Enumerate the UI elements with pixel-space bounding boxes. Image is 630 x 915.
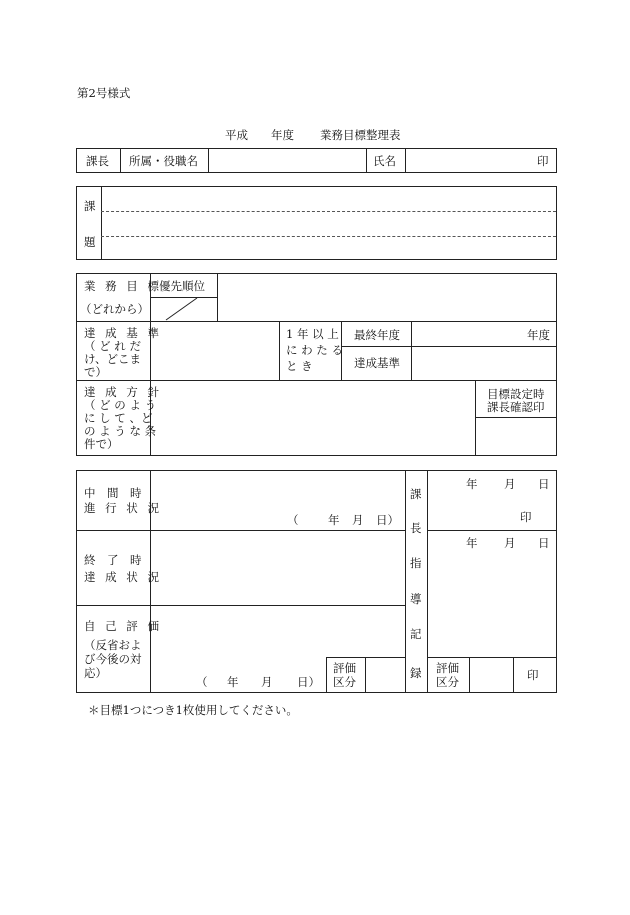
- midterm-month: 月: [352, 513, 364, 527]
- guidance-eval-field[interactable]: [470, 658, 512, 692]
- guidance-record-field-2[interactable]: [428, 531, 556, 656]
- name-label: 氏名: [373, 154, 396, 168]
- guidance-seal: 印: [520, 510, 532, 524]
- final-year-unit: 年度: [527, 328, 550, 342]
- policy-label-5: 件で）: [84, 437, 119, 451]
- self-eval-label-2: （反省およ: [84, 638, 142, 652]
- guidance-month-2: 月: [504, 536, 516, 550]
- affiliation-position-label: 所属・役職名: [129, 154, 198, 168]
- final-label-1: 終 了 時: [84, 553, 142, 567]
- guidance-year-1: 年: [466, 477, 478, 491]
- guidance-char-6: 録: [410, 666, 422, 680]
- guidance-final-seal: 印: [527, 668, 539, 682]
- guidance-month-1: 月: [504, 477, 516, 491]
- affiliation-position-field[interactable]: [209, 149, 365, 172]
- priority-diagonal: [150, 297, 217, 321]
- achievement-criteria-field[interactable]: [412, 347, 556, 379]
- seal-mark: 印: [537, 154, 549, 168]
- policy-label-2: （ ど の よ う: [84, 398, 157, 412]
- final-field[interactable]: [151, 531, 404, 604]
- title-year-suffix: 年度: [271, 128, 294, 142]
- confirm-label-2: 課長確認印: [487, 400, 545, 414]
- self-eval-date-open: （: [196, 675, 208, 689]
- title-era: 平成: [225, 128, 248, 142]
- self-eval-field[interactable]: [151, 606, 404, 656]
- goal-sub-label: （どれから）: [80, 302, 149, 316]
- guidance-char-4: 導: [410, 592, 422, 606]
- self-eval-label-1: 自 己 評 価: [84, 619, 162, 633]
- criteria-label-2: （ ど れ だ: [84, 339, 141, 353]
- multiyear-label-1: 1 年 以 上: [286, 327, 339, 341]
- guidance-day-1: 日: [538, 477, 550, 491]
- multiyear-label-3: と き: [286, 359, 313, 373]
- name-field[interactable]: [406, 149, 534, 172]
- manager-confirm-seal-field[interactable]: [476, 418, 556, 455]
- manager-label: 課長: [86, 154, 109, 168]
- final-year-label: 最終年度: [354, 328, 400, 342]
- guidance-day-2: 日: [538, 536, 550, 550]
- midterm-label-2: 進 行 状 況: [84, 501, 162, 515]
- self-eval-month: 月: [261, 675, 273, 689]
- footnote: ＊目標1つにつき1枚使用してください。: [88, 703, 298, 717]
- criteria-label-1: 達 成 基 準: [84, 326, 162, 340]
- self-eval-label-4: 応）: [84, 666, 107, 680]
- guidance-record-field-1[interactable]: [428, 471, 556, 529]
- goal-label: 業 務 目 標: [84, 279, 162, 293]
- self-eval-class-label-2: 区分: [333, 675, 356, 689]
- form-number: 第2号様式: [77, 86, 131, 100]
- self-eval-day: 日）: [297, 675, 320, 689]
- policy-label-3: に し て 、ど: [84, 411, 153, 425]
- self-eval-year: 年: [227, 675, 239, 689]
- guidance-eval-label-2: 区分: [436, 675, 459, 689]
- guidance-char-3: 指: [410, 556, 422, 570]
- guidance-char-5: 記: [410, 627, 422, 641]
- subject-field-line-2[interactable]: [103, 214, 555, 234]
- policy-label-4: の よ う な 条: [84, 424, 157, 438]
- self-eval-label-3: び今後の対: [84, 652, 142, 666]
- priority-label: 優先順位: [159, 279, 205, 293]
- midterm-field[interactable]: [151, 471, 404, 511]
- guidance-eval-label-1: 評価: [436, 661, 459, 675]
- subject-char-2: 題: [84, 235, 96, 249]
- midterm-date-open: （: [287, 513, 299, 527]
- final-year-field[interactable]: [412, 322, 522, 345]
- criteria-field[interactable]: [151, 322, 278, 379]
- policy-field[interactable]: [151, 381, 474, 455]
- guidance-char-2: 長: [410, 521, 422, 535]
- guidance-year-2: 年: [466, 536, 478, 550]
- policy-label-1: 達 成 方 針: [84, 385, 162, 399]
- goal-field[interactable]: [218, 274, 556, 320]
- confirm-label-1: 目標設定時: [487, 387, 545, 401]
- criteria-label-4: で）: [84, 365, 107, 379]
- page-title: 業務目標整理表: [320, 128, 401, 142]
- subject-char-1: 課: [84, 199, 96, 213]
- midterm-year: 年: [328, 513, 340, 527]
- achievement-criteria-label: 達成基準: [354, 356, 400, 370]
- guidance-char-1: 課: [410, 487, 422, 501]
- midterm-day: 日）: [376, 513, 399, 527]
- criteria-label-3: け、どこま: [84, 352, 142, 366]
- subject-field-line-1[interactable]: [103, 189, 555, 209]
- self-eval-class-field[interactable]: [366, 658, 404, 692]
- midterm-label-1: 中 間 時: [84, 486, 142, 500]
- self-eval-class-label-1: 評価: [333, 661, 356, 675]
- final-label-2: 達 成 状 況: [84, 570, 162, 584]
- multiyear-label-2: に わ た る: [286, 343, 343, 357]
